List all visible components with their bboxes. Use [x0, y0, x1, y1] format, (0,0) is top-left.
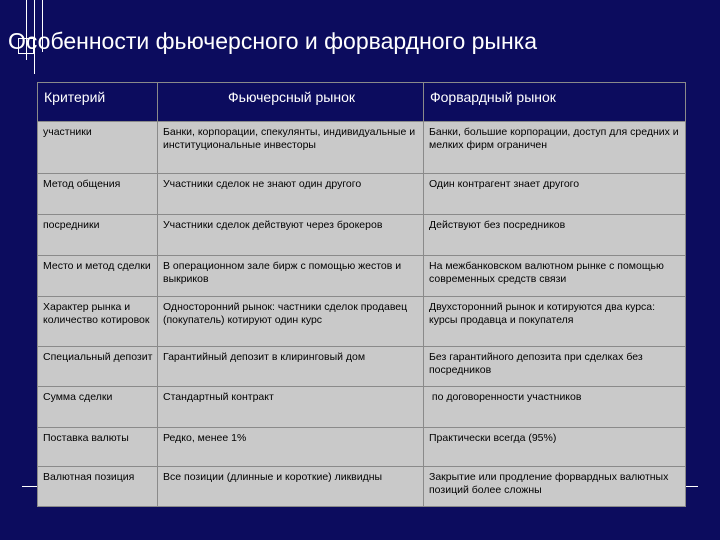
header-futures: Фьючерсный рынок [158, 83, 424, 122]
cell-futures: В операционном зале бирж с помощью жестов и выкриков [158, 256, 424, 297]
table-row [38, 122, 686, 174]
cell-forward: Двухсторонний рынок и котируются два курса: курсы продавца и покупателя [424, 297, 686, 347]
cell-futures: Участники сделок не знают один другого [158, 174, 424, 215]
table-row [38, 347, 686, 387]
cell-criterion: Поставка валюты [38, 428, 158, 467]
cell-futures: Односторонний рынок: частники сделок продавец (покупатель) котируют один курс [158, 297, 424, 347]
cell-criterion: Специальный депозит [38, 347, 158, 387]
table-row [38, 387, 686, 428]
cell-forward: Без гарантийного депозита при сделках без посредников [424, 347, 686, 387]
cell-forward: Закрытие или продление форвардных валютных позиций более сложны [424, 467, 686, 507]
header-forward: Форвардный рынок [424, 83, 686, 122]
cell-criterion: Сумма сделки [38, 387, 158, 428]
table-row [38, 256, 686, 297]
cell-criterion: посредники [38, 215, 158, 256]
table-row [38, 428, 686, 467]
cell-futures: Редко, менее 1% [158, 428, 424, 467]
cell-futures: Участники сделок действуют через брокеров [158, 215, 424, 256]
table-row [38, 174, 686, 215]
cell-forward: На межбанковском валютном рынке с помощью современных средств связи [424, 256, 686, 297]
cell-criterion: Характер рынка и количество котировок [38, 297, 158, 347]
cell-forward: по договоренности участников [424, 387, 686, 428]
cell-forward: Действуют без посредников [424, 215, 686, 256]
table-row [38, 215, 686, 256]
header-criterion: Критерий [38, 83, 158, 122]
cell-futures: Все позиции (длинные и короткие) ликвидны [158, 467, 424, 507]
cell-futures: Гарантийный депозит в клиринговый дом [158, 347, 424, 387]
cell-criterion: Место и метод сделки [38, 256, 158, 297]
cell-forward: Практически всегда (95%) [424, 428, 686, 467]
cell-criterion: Валютная позиция [38, 467, 158, 507]
cell-futures: Банки, корпорации, спекулянты, индивидуальные и институциональные инвесторы [158, 122, 424, 174]
cell-forward: Банки, большие корпорации, доступ для средних и мелких фирм ограничен [424, 122, 686, 174]
comparison-table [37, 82, 686, 507]
page-title: Особенности фьючерсного и форвардного рынка [8, 28, 538, 54]
cell-criterion: Метод общения [38, 174, 158, 215]
cell-futures: Стандартный контракт [158, 387, 424, 428]
table-header-row [38, 83, 686, 122]
table-row [38, 467, 686, 507]
cell-forward: Один контрагент знает другого [424, 174, 686, 215]
table-row [38, 297, 686, 347]
cell-criterion: участники [38, 122, 158, 174]
